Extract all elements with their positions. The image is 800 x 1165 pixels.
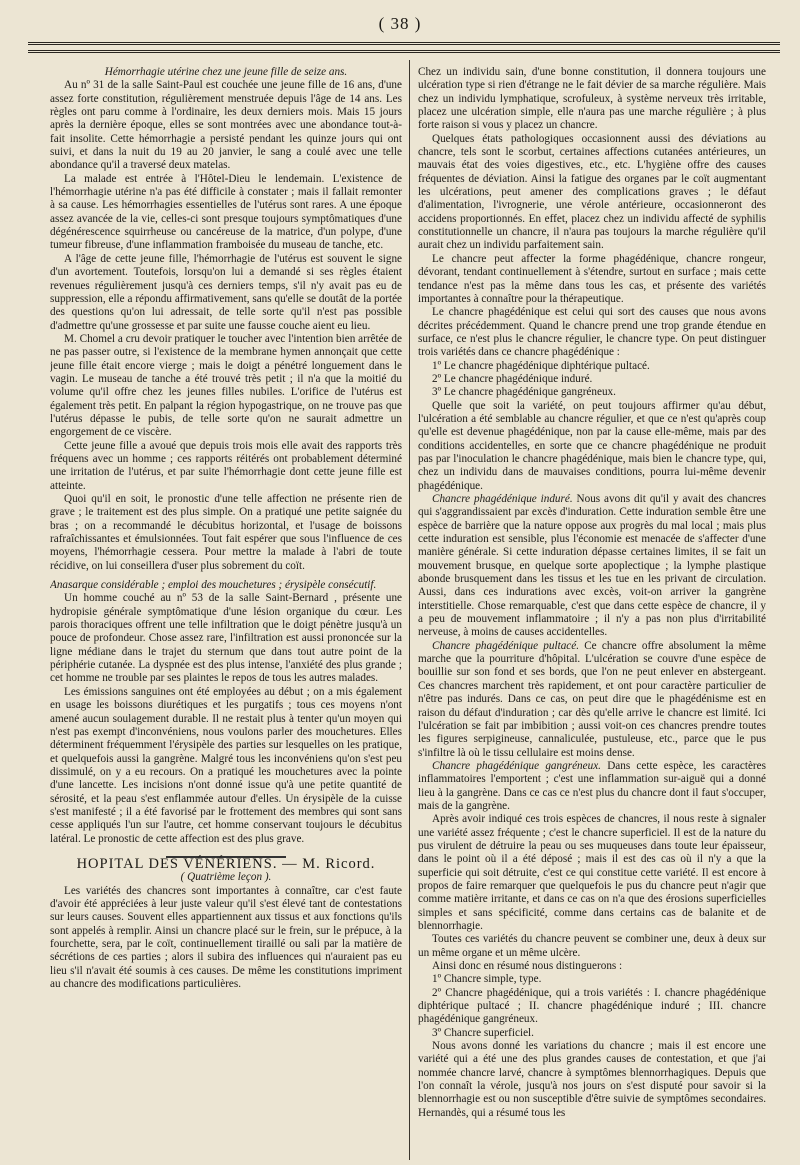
paragraph: Nous avons donné les variations du chancre ; mais il est encore une variété qui a été une des plus grandes causes de contestation, et que j'ai nommée chancre larvé, chancre à symptômes blennorrhagiques. Depuis que l'on connaît la vérole, jusqu'à nos jours on s'est disputé pour savoir si la blennorrhagie est ou non susceptible d'être suivie de symptômes secondaires. Hernandès, qui a résumé tous les xyxy=(418,1040,766,1119)
paragraph: A l'âge de cette jeune fille, l'hémorrhagie de l'utérus est souvent le signe d'un avortement. Toutefois, lorsqu'on lui a demandé si ses règles étaient revenues régulièrement jusqu'à ces derniers temps, s'il n'y avait pas eu de suppression, elle a répondu affirmativement, sans qu'elle se doutât de la portée des questions qu'on lui adressait, de telle sorte qu'il n'est pas possible d'admettre qu'une grossesse et par suite une fausse couche aient eu lieu. xyxy=(50,252,402,332)
paragraph: Toutes ces variétés du chancre peuvent se combiner une, deux à deux sur un même organe et un même ulcère. xyxy=(418,933,766,959)
paragraph: Chez un individu sain, d'une bonne constitution, il donnera toujours une ulcération type si rien d'étrange ne le fait dévier de sa marche régulière. Mais chez un individu lymphatique, scrofuleux, à système nerveux très irritable, placez une ulcération simple, elle n'aura pas une marche régulière ; à plus forte raison si vous y placez un chancre. xyxy=(418,66,766,132)
paragraph-induré: Chancre phagédénique induré. Nous avons dit qu'il y avait des chancres qui s'aggrandissaient par excès d'induration. Cette induration semble être une espèce de barrière que la nature oppose aux progrès du mal local ; mais plus cette induration est sensible, plus l'économie est menacée de s'affecter d'une manière générale. Si cette induration dépasse certaines limites, il se fait un mouvement brusque, en quelque sorte apoplectique ; la lymphe plastique abonde brusquement dans les tissus et les tue en les privant de circulation. Aussi, dans ces indurations avec excès, voit-on arriver la gangrène interstitielle. Chose remarquable, c'est que dans cette espèce de chancre, il y a peu de mouvement inflammatoire ; il n'y a pas non plus d'irritabilité nerveuse, à moins de causes accidentelles. xyxy=(418,493,766,639)
section-title-hemorrhagie: Hémorrhagie utérine chez une jeune fille de seize ans. xyxy=(104,66,348,78)
right-column xyxy=(418,66,766,1158)
paragraph: Après avoir indiqué ces trois espèces de chancres, il nous reste à signaler une variété assez fréquente ; c'est le chancre superficiel. Il est de la nature du pus virulent de détruire la peau ou ses muqueuses dans toute leur épaisseur, dans le point où il a été déposé ; mais il est des cas où il n'y a que la superficie qui soit détruite, c'est ce qui constitue cette variété. Il est encore à propos de faire remarquer que quelquefois le pus du chancre peut n'agir que comme matière irritante, et dans ce cas on n'a que des érosions superficielles simples et sans spécificité, comme dans certains cas de balanite et de blennorrhagie. xyxy=(418,813,766,932)
page-number: ( 38 ) xyxy=(378,14,422,33)
list-item: 3º Chancre superficiel. xyxy=(432,1026,534,1039)
paragraph: Le chancre phagédénique est celui qui sort des causes que nous avons décrites précédemment. Quand le chancre prend une trop grande étendue en surface, ce n'est plus le chancre régulier, le chancre type. On peut distinguer trois variétés dans ce chancre phagédénique : xyxy=(418,306,766,359)
header-rule xyxy=(28,42,780,53)
paragraph: Un homme couché au nº 53 de la salle Saint-Bernard , présente une hydropisie générale symptômatique d'une lésion organique du cœur. Les parois thoraciques offrent une telle infiltration que le doigt pénètre jusqu'à un pouce de profondeur. Chose assez rare, l'infiltration est aussi prononcée sur la ligne médiane dans le trajet du sternum que dans tout autre point de la périphérie cutanée. La dyspnée est des plus intense, l'anxiété des plus grande ; cet homme ne trouble par ses plaintes le repos de tous les autres malades. xyxy=(50,592,402,685)
list-item: 2º Le chancre phagédénique induré. xyxy=(432,372,593,385)
paragraph: Ainsi donc en résumé nous distinguerons : xyxy=(432,960,623,973)
left-column xyxy=(50,66,402,1158)
paragraph: M. Chomel a cru devoir pratiquer le toucher avec l'intention bien arrêtée de ne pas passer outre, si l'existence de la membrane hymen annonçait que cette jeune fille était encore vierge ; mais le doigt a pénétré longuement dans le vagin. Le museau de tanche a été trouvé très petit ; il n'a que la moitié du volume qu'il offre chez les jeunes filles nubiles. L'orifice de l'utérus est également très petit. En palpant la région hypogastrique, on ne trouve pas que l'utérus dépasse le pubis, de telle sorte qu'on ne saurait admettre un engorgement de ce viscère. xyxy=(50,332,402,439)
paragraph: Au nº 31 de la salle Saint-Paul est couchée une jeune fille de 16 ans, d'une assez forte constitution, régulièrement menstruée depuis l'âge de 14 ans. Les règles ont paru comme à l'ordinaire, les deux derniers mois. Mais 15 jours après la dernière époque, elles se sont montrées avec une abondance tout-à-fait insolite. Cette hémorrhagie a persisté pendant les quinze jours qui ont suivi, et dans la nuit du 19 au 20 janvier, le sang a coulé avec une telle abondance qu'il a traversé deux matelas. xyxy=(50,79,402,172)
list-item: 2º Chancre phagédénique, qui a trois variétés : I. chancre phagédénique diphtérique pultacé ; II. chancre phagédénique induré ; III. chancre phagédénique gangréneux. xyxy=(418,986,766,1026)
hospital-heading: HOPITAL DES VÉNÉRIENS. — M. Ricord. xyxy=(76,855,376,872)
paragraph: Quoi qu'il en soit, le pronostic d'une telle affection ne présente rien de grave ; le traitement est des plus simple. On a pratiqué une petite saignée du bras ; on a recommandé le décubitus horizontal, et l'usage de boissons rafraîchissantes et émulsionnées. Tout fait espérer que sous l'influence de ces moyens, l'hémorrhagie cessera. Pour mettre la malade à l'abri de toute récidive, on lui conseillera d'user plus sobrement du coït. xyxy=(50,493,402,572)
list-item: 3º Le chancre phagédénique gangréneux. xyxy=(432,386,616,399)
paragraph: Le chancre peut affecter la forme phagédénique, chancre rongeur, dévorant, tendant continuellement à s'étendre, surtout en surface ; mais cette tendance n'est pas la même dans tous les cas, et présente des variétés importantes à connaître pour la thérapeutique. xyxy=(418,252,766,305)
section-title-anasarque: Anasarque considérable ; emploi des mouchetures ; érysipèle consécutif. xyxy=(50,579,377,592)
lecture-subtitle: ( Quatrième leçon ). xyxy=(180,871,272,884)
paragraph-pultacé: Chancre phagédénique pultacé. Ce chancre offre absolument la même marche que la pourriture d'hôpital. L'ulcération se couvre d'une espèce de bouillie sur son fond et ses bords, que l'on ne peut enlever en abstergeant. Ces chancres marchent très rapidement, et ont pour caractère particulier de n'être pas indurés. Dans ce cas, on peut dire que le phagédénisme est en raison du défaut d'induration ; car dès qu'elle arrive le chancre est limité. Ici l'ulcération se fait par imbibition ; aussi voit-on ces chancres prendre toutes les figures serpigineuse, cannaliculée, pustuleuse, etc., parce que le pus s'infiltre là où le tissu cellulaire est moins dense. xyxy=(418,639,766,759)
subheading-pultacé: Chancre phagédénique pultacé. xyxy=(432,639,580,652)
subheading-induré: Chancre phagédénique induré. xyxy=(432,493,573,505)
column-divider xyxy=(409,60,410,1160)
list-item: 1º Chancre simple, type. xyxy=(432,973,542,986)
subheading-gangréneux: Chancre phagédénique gangréneux. xyxy=(432,759,601,772)
paragraph: Les variétés des chancres sont importantes à connaître, car c'est faute d'avoir été appréciées à leur juste valeur qu'il s'est élevé tant de contestations sur leurs causes. Souvent elles appartiennent aux tissus et aux fonctions qu'ils sont appelés à remplir. Ainsi un chancre placé sur le frein, sur le prépuce, à la fourchette, sera, par le coït, continuellement tiraillé ou sali par la matière de sécrétions de ces parties ; alors il subira des influences qui n'auraient pas eu lieu s'il n'avait été soumis à ces causes. De même les constitutions impriment au chancre des modifications particulières. xyxy=(50,884,402,991)
paragraph: Quelle que soit la variété, on peut toujours affirmer qu'au début, l'ulcération a été semblable au chancre régulier, et que ce n'est qu'après coup qu'elle est devenue phagédénique, non par la cause elle-même, mais par des conditions accidentelles, en sorte que ce chancre phagédénique ne produit pas par l'inoculation le chancre phagédénique, mais bien le chancre type, qui, chez un individu dans de mauvaises conditions, pourra lui-même devenir phagédénique. xyxy=(418,399,766,492)
list-item: 1º Le chancre phagédénique diphtérique pultacé. xyxy=(432,359,650,372)
paragraph: Cette jeune fille a avoué que depuis trois mois elle avait des rapports très fréquens avec un homme ; ces rapports réitérés ont probablement déterminé une irritation de l'utérus, et par suite l'hémorrhagie dont cette jeune fille est atteinte. xyxy=(50,439,402,492)
paragraph: Les émissions sanguines ont été employées au début ; on a mis également en usage les boissons diurétiques et les purgatifs ; tous ces moyens n'ont amené aucun soulagement durable. Il ne restait plus à tenter qu'un moyen qui n'est pas exempt d'inconvéniens, nous voulons parler des mouchetures. Elles déterminent fréquemment l'érysipèle des parties sur lesquelles on les pratique, et quelquefois aussi la gangrène. Malgré tous les inconvéniens qu'on s'est peu dissimulé, on y a eu recours. On a pratiqué les mouchetures avec la pointe d'une lancette. Les incisions n'ont donné issue qu'à une petite quantité de sérosité, et la peau s'est enflammée autour d'elles. Un érysipèle de la cuisse s'est manifesté ; il a été favorisé par le frottement des membres qui sont sans cesse appliqués l'un sur l'autre, cet homme conservant toujours le décubitus latéral. Le pronostic de cette affection est des plus grave. xyxy=(50,685,402,845)
paragraph-gangréneux: Chancre phagédénique gangréneux. Dans cette espèce, les caractères inflammatoires l'emportent ; c'est une inflammation sur-aiguë qui a donné lieu à la gangrène. Dans ce cas ce n'est plus du chancre dont il faut s'occuper, mais de la gangrène. xyxy=(418,759,766,812)
paragraph: La malade est entrée à l'Hôtel-Dieu le lendemain. L'existence de l'hémorrhagie utérine n'a pas été difficile à constater ; mais il fallait remonter à sa cause. Les hémorrhagies essentielles de l'utérus sont rares. A une époque assez avancée de la vie, celles-ci sont presque toujours symptômatiques d'une dégénérescence squirrheuse ou cancéreuse de la matrice, d'un polype, d'une tumeur fibreuse, d'une inflammation framboisée du museau de tanche, etc. xyxy=(50,172,402,252)
paragraph: Quelques états pathologiques occasionnent aussi des déviations au chancre, tels sont le scorbut, certaines affections cutanées antérieures, un mauvais état des voies digestives, etc., etc. L'hygiène offre des causes fréquentes de déviation. Ainsi la fatigue des organes par le coït augmentant les ulcérations, peut amener des complications graves ; le défaut d'alimentation, l'ivrognerie, une vérole antérieure, occasionneront des accidens proportionnés. En effet, placez chez un individu affecté de syphilis constitutionnelle un chancre, il n'aura pas toujours la marche régulière qu'il aurait chez un individu parfaitement sain. xyxy=(418,132,766,252)
